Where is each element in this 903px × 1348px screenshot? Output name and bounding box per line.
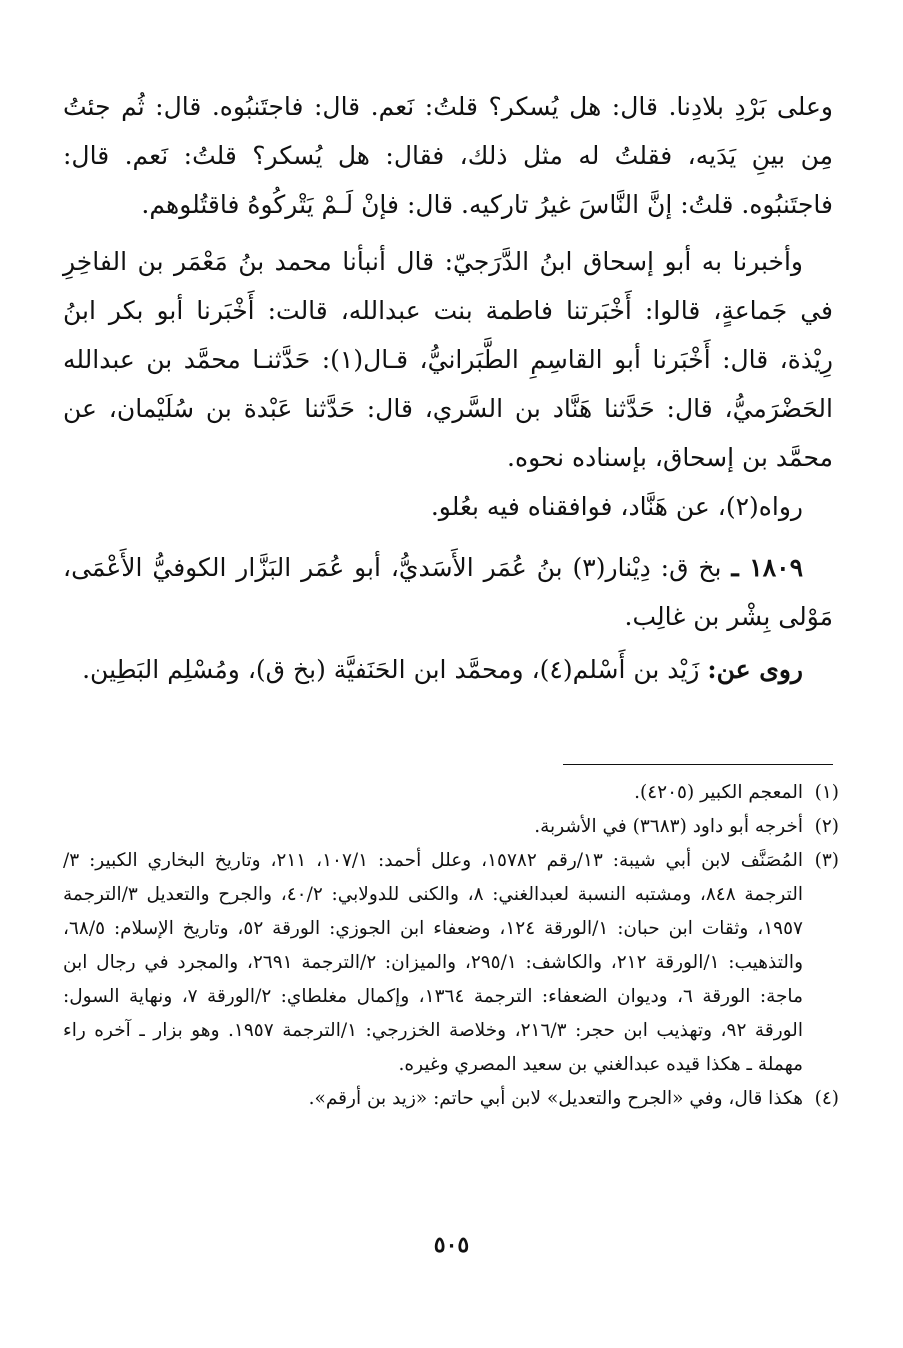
narrated-from-label: روى عن: <box>707 655 803 684</box>
footnote <box>63 1082 839 1116</box>
paragraph-narration: رواه(٢)، عن هَنَّاد، فوافقناه فيه بعُلو. <box>430 492 803 521</box>
footnote-text: المُصَنَّف لابن أبي شيبة: ١٣/رقم ١٥٧٨٢، وعلل أحمد: ١٠٧/١، ٢١١، وتاريخ البخاري الكبير: ٣/الترجمة ٨٤٨، ومشتبه النسبة لعبدالغني: ٨، والكنى للدولابي: ٤٠/٢، والجرح والتعديل ٣/الترجمة ١٩٥٧، وثقات ابن حبان: ١/الورقة ١٢٤، وضعفاء ابن الجوزي: الورقة ٥٢، وتاريخ الإسلام: ٦٨/٥، والتذهيب: ١/الورقة ٢١٢، والكاشف: ٢٩٥/١، والميزان: ٢/الترجمة ٢٦٩١، والمجرد في رجال ابن ماجة: الورقة ٦، وديوان الضعفاء: الترجمة ١٣٦٤، وإكمال مغلطاي: ٢/الورقة ٧، ونهاية السول: الورقة ٩٢، وتهذيب ابن حجر: ٢١٦/٣، وخلاصة الخزرجي: ١/الترجمة ١٩٥٧. وهو بزار ـ آخره راء مهملة ـ هكذا قيده عبدالغني بن سعيد المصري وغيره. <box>63 850 804 1075</box>
footnote-separator <box>563 764 833 765</box>
page-number: ٥٠٥ <box>433 1232 470 1258</box>
footnote-number: (٤) <box>814 1088 839 1109</box>
footnote-text: المعجم الكبير (٤٢٠٥). <box>634 782 803 803</box>
footnote <box>63 810 839 844</box>
entry-number: ١٨٠٩ ـ <box>731 553 804 582</box>
biography-entry <box>63 543 833 641</box>
footnote-number: (٣) <box>814 850 839 871</box>
footnote-text: هكذا قال، وفي «الجرح والتعديل» لابن أبي حاتم: «زيد بن أرقم». <box>308 1088 803 1109</box>
entry-heading: بخ ق: دِيْنار(٣) بنُ عُمَر الأَسَديُّ، أبو عُمَر البَزَّار الكوفيُّ الأَعْمَى، مَوْلى بِشْر بن غالِب. <box>63 553 833 631</box>
footnote <box>63 844 839 1082</box>
footnote <box>63 776 839 810</box>
main-text <box>63 82 833 694</box>
narrated-from-text: زَيْد بن أَسْلم(٤)، ومحمَّد ابن الحَنَفيَّة (بخ ق)، ومُسْلِم البَطِين. <box>82 655 700 684</box>
footnotes <box>63 776 839 1116</box>
footnote-number: (١) <box>814 782 839 803</box>
footnote-number: (٢) <box>814 816 839 837</box>
narrated-from-paragraph <box>63 645 833 694</box>
footnote-text: أخرجه أبو داود (٣٦٨٣) في الأشربة. <box>534 816 803 837</box>
paragraph-isnad: وأخبرنا به أبو إسحاق ابنُ الدَّرَجيّ: قال أنبأنا محمد بنُ مَعْمَر بن الفاخِرِ في جَماعةٍ، قالوا: أَخْبَرتنا فاطمة بنت عبدالله، قالت: أَخْبَرنا أبو بكر ابنُ رِيْذة، قال: أَخْبَرنا أبو القاسِمِ الطَّبَرانيُّ، قـال(١): حَدَّثنـا محمَّد بن عبدالله الحَضْرَميُّ، قال: حَدَّثنا هَنَّاد بن السَّري، قال: حَدَّثنا عَبْدة بن سُلَيْمان، عن محمَّد بن إسحاق، بإسناده نحوه. <box>63 247 833 472</box>
paragraph-hadith-continuation: وعلى بَرْدِ بلادِنا. قال: هل يُسكر؟ قلتُ: نَعم. قال: فاجتَنبُوه. قال: ثُم جئتُ مِن بينِ يَدَيه، فقلتُ له مثل ذلك، فقال: هل يُسكر؟ قلتُ: نَعم. قال: فاجتَنبُوه. قلتُ: إنَّ النَّاسَ غيرُ تاركيه. قال: فإنْ لَـمْ يَتْركُوهُ فاقتُلوهم. <box>63 92 833 219</box>
